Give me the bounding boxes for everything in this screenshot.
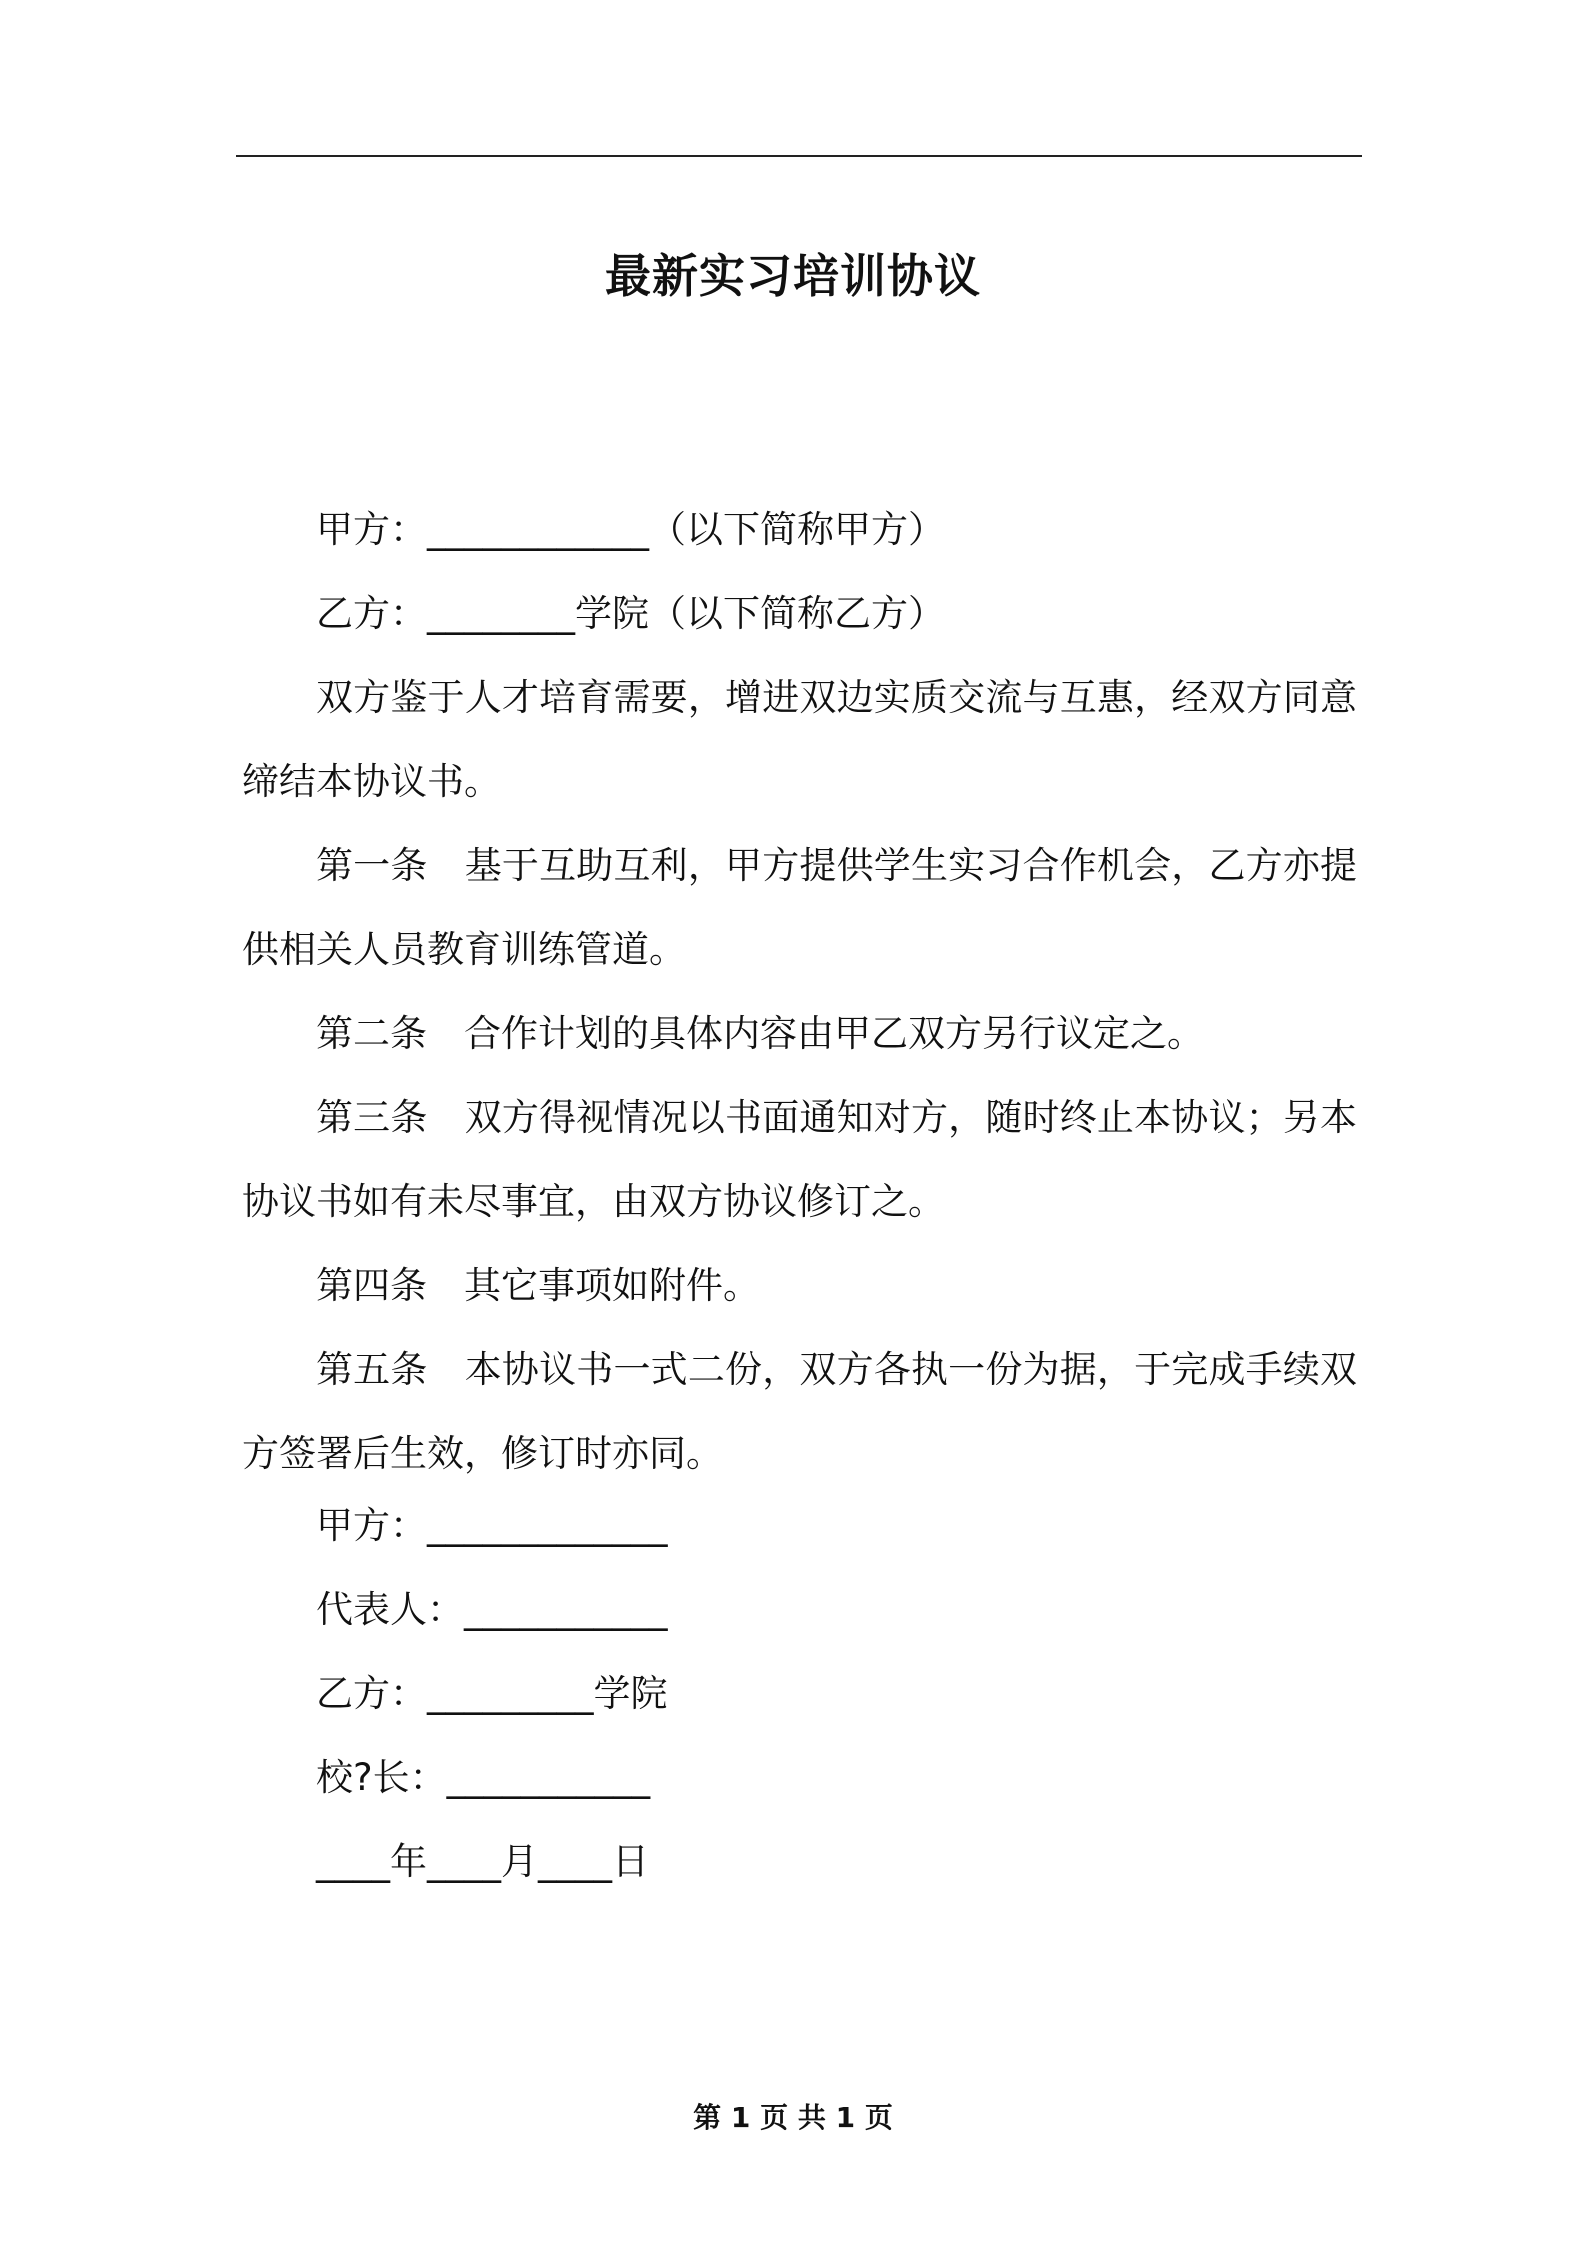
article-2: 第二条 合作计划的具体内容由甲乙双方另行议定之。 (316, 1012, 1204, 1055)
signature-party-a: 甲方：_____________ (316, 1504, 668, 1547)
preamble-paragraph: 双方鉴于人才培育需要，增进双边实质交流与互惠，经双方同意缔结本协议书。 (242, 676, 1357, 803)
signature-representative: 代表人：___________ (316, 1588, 668, 1631)
article-5: 第五条 本协议书一式二份，双方各执一份为据，于完成手续双方签署后生效，修订时亦同。 (242, 1348, 1357, 1475)
party-a-line: 甲方：____________（以下简称甲方） (316, 508, 945, 551)
signature-party-b: 乙方：_________学院 (316, 1672, 668, 1715)
document-title: 最新实习培训协议 (605, 248, 981, 303)
header-rule (236, 155, 1362, 157)
page-number: 第 1 页 共 1 页 (693, 2101, 893, 2134)
signature-date: ____年____月____日 (316, 1840, 649, 1883)
signature-block (242, 1484, 1357, 1904)
signature-principal: 校?长：___________ (316, 1756, 651, 1799)
party-b-line: 乙方：________学院（以下简称乙方） (316, 592, 945, 635)
article-1: 第一条 基于互助互利，甲方提供学生实习合作机会，乙方亦提供相关人员教育训练管道。 (242, 844, 1357, 971)
document-body (242, 488, 1357, 1496)
article-4: 第四条 其它事项如附件。 (316, 1264, 760, 1307)
article-3: 第三条 双方得视情况以书面通知对方，随时终止本协议；另本协议书如有未尽事宜，由双方协议修订之。 (242, 1096, 1357, 1223)
